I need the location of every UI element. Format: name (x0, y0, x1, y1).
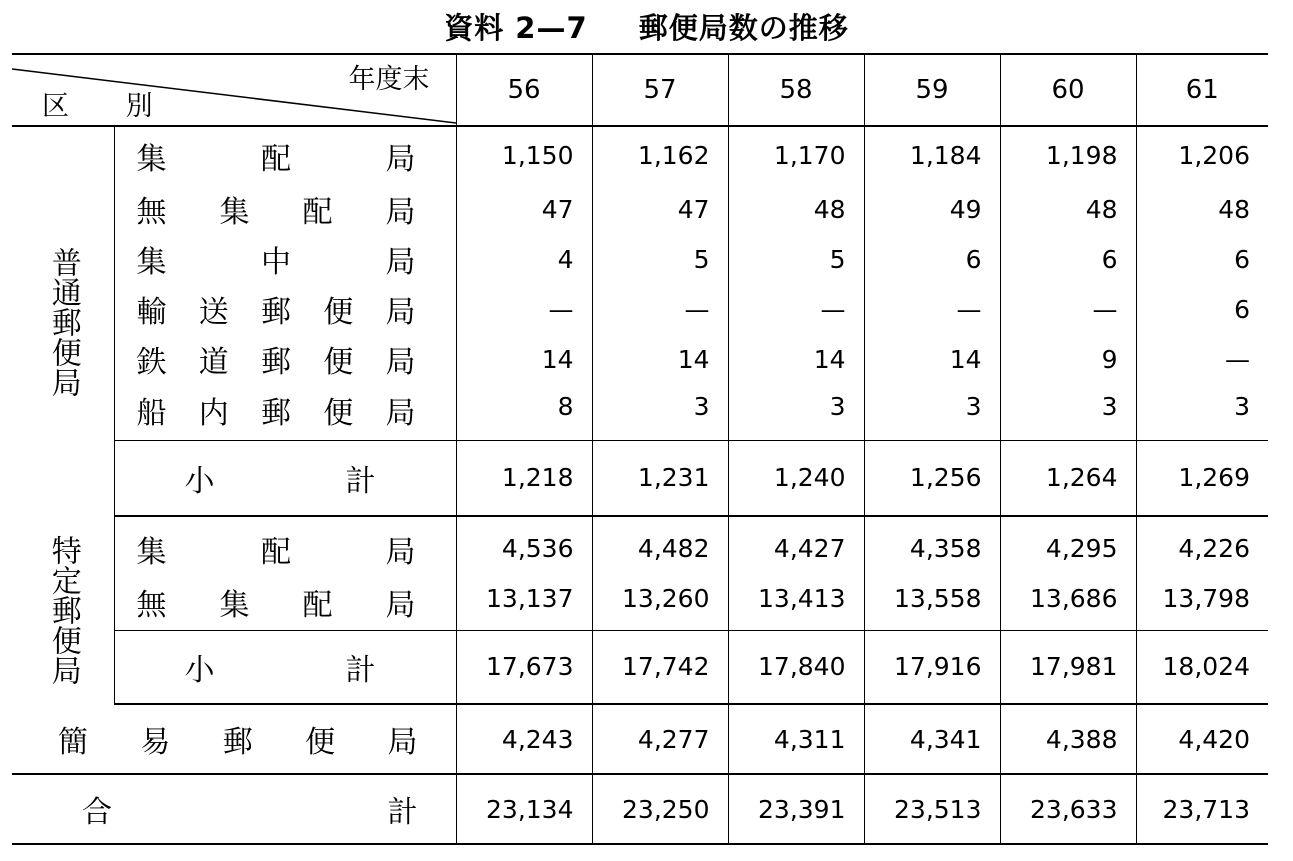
cell-value: 17,916 (864, 630, 1000, 704)
title-main: 郵便局数の推移 (638, 11, 849, 45)
year-header: 60 (1000, 54, 1136, 126)
table-row (12, 234, 1268, 284)
label-text: 集 配 局 (136, 141, 416, 177)
cell-value: 4,341 (864, 704, 1000, 774)
row-label: 船 内 郵 便 局 (136, 396, 416, 431)
cell-value: 1,240 (728, 440, 864, 516)
cell-value: — (456, 284, 592, 334)
cell-value: 13,413 (728, 580, 864, 630)
cell-value: 4,427 (728, 516, 864, 580)
cell-value: 48 (1000, 184, 1136, 234)
cell-value: 1,206 (1136, 126, 1268, 184)
subtotal-row (12, 440, 1268, 516)
cell-value: 3 (864, 384, 1000, 440)
cell-value: 4,226 (1136, 516, 1268, 580)
post-office-table (12, 53, 1268, 845)
table-row (12, 126, 1268, 184)
subtotal-label: 小 計 (114, 630, 456, 704)
cell-value: 14 (864, 334, 1000, 384)
year-header: 58 (728, 54, 864, 126)
cell-value: 4,358 (864, 516, 1000, 580)
table-row (12, 334, 1268, 384)
row-label: 簡 易 郵 便 局 (12, 704, 456, 774)
section-label-ordinary: 普通郵便局 (12, 126, 114, 516)
simple-post-office-row (12, 704, 1268, 774)
cell-value: 5 (728, 234, 864, 284)
cell-value: 14 (592, 334, 728, 384)
cell-value: 17,840 (728, 630, 864, 704)
page-title (0, 6, 1293, 47)
cell-value: 1,264 (1000, 440, 1136, 516)
table-row (12, 384, 1268, 440)
cell-value: 14 (728, 334, 864, 384)
cell-value: 17,673 (456, 630, 592, 704)
cell-value: 13,798 (1136, 580, 1268, 630)
cell-value: 1,218 (456, 440, 592, 516)
subtotal-label: 小 計 (114, 440, 456, 516)
cell-value: 4,295 (1000, 516, 1136, 580)
row-label (114, 126, 456, 184)
cell-value: 3 (1136, 384, 1268, 440)
cell-value: 47 (592, 184, 728, 234)
cell-value: 4,482 (592, 516, 728, 580)
cell-value: 13,686 (1000, 580, 1136, 630)
cell-value: 3 (592, 384, 728, 440)
cell-value: 13,558 (864, 580, 1000, 630)
cell-value: 23,713 (1136, 774, 1268, 844)
year-header: 59 (864, 54, 1000, 126)
cell-value: — (592, 284, 728, 334)
cell-value: 17,981 (1000, 630, 1136, 704)
title-prefix: 資料 2—7 (444, 11, 588, 45)
section-label-specific: 特定郵便局 (12, 516, 114, 704)
cell-value: 47 (456, 184, 592, 234)
year-header: 56 (456, 54, 592, 126)
cell-value: 1,198 (1000, 126, 1136, 184)
corner-label-category: 区 別 (42, 91, 177, 122)
table-row (12, 516, 1268, 580)
cell-value: 4,311 (728, 704, 864, 774)
cell-value: 23,391 (728, 774, 864, 844)
cell-value: 6 (864, 234, 1000, 284)
table-row (12, 184, 1268, 234)
cell-value: 1,170 (728, 126, 864, 184)
corner-label-year: 年度末 (348, 64, 430, 95)
row-label: 無 集 配 局 (136, 588, 416, 623)
row-label: 集 中 局 (136, 245, 416, 280)
cell-value: 1,231 (592, 440, 728, 516)
row-label: 鉄 道 郵 便 局 (136, 345, 416, 380)
cell-value: 6 (1000, 234, 1136, 284)
cell-value: 49 (864, 184, 1000, 234)
total-row (12, 774, 1268, 844)
header-corner (12, 54, 456, 126)
cell-value: 14 (456, 334, 592, 384)
cell-value: 48 (728, 184, 864, 234)
cell-value: 1,256 (864, 440, 1000, 516)
cell-value: — (1136, 334, 1268, 384)
cell-value: 23,513 (864, 774, 1000, 844)
cell-value: 1,150 (456, 126, 592, 184)
year-header: 61 (1136, 54, 1268, 126)
cell-value: 17,742 (592, 630, 728, 704)
cell-value: 1,269 (1136, 440, 1268, 516)
row-label: 集 配 局 (136, 534, 416, 570)
row-label: 合 計 (12, 774, 456, 844)
table-row (12, 284, 1268, 334)
cell-value: 3 (728, 384, 864, 440)
cell-value: 4,388 (1000, 704, 1136, 774)
subtotal-row (12, 630, 1268, 704)
cell-value: 1,162 (592, 126, 728, 184)
cell-value: 4,536 (456, 516, 592, 580)
cell-value: 23,134 (456, 774, 592, 844)
cell-value: 13,137 (456, 580, 592, 630)
cell-value: 4,243 (456, 704, 592, 774)
cell-value: 23,633 (1000, 774, 1136, 844)
cell-value: 5 (592, 234, 728, 284)
cell-value: 4,277 (592, 704, 728, 774)
cell-value: — (1000, 284, 1136, 334)
cell-value: 4,420 (1136, 704, 1268, 774)
cell-value: — (864, 284, 1000, 334)
cell-value: 6 (1136, 284, 1268, 334)
cell-value: 23,250 (592, 774, 728, 844)
cell-value: 6 (1136, 234, 1268, 284)
cell-value: 48 (1136, 184, 1268, 234)
cell-value: 8 (456, 384, 592, 440)
year-header: 57 (592, 54, 728, 126)
row-label: 無 集 配 局 (136, 195, 416, 230)
cell-value: 13,260 (592, 580, 728, 630)
cell-value: 9 (1000, 334, 1136, 384)
header-row (12, 54, 1268, 126)
table-row (12, 580, 1268, 630)
row-label: 輸 送 郵 便 局 (136, 295, 416, 330)
cell-value: 3 (1000, 384, 1136, 440)
cell-value: — (728, 284, 864, 334)
cell-value: 4 (456, 234, 592, 284)
cell-value: 1,184 (864, 126, 1000, 184)
cell-value: 18,024 (1136, 630, 1268, 704)
